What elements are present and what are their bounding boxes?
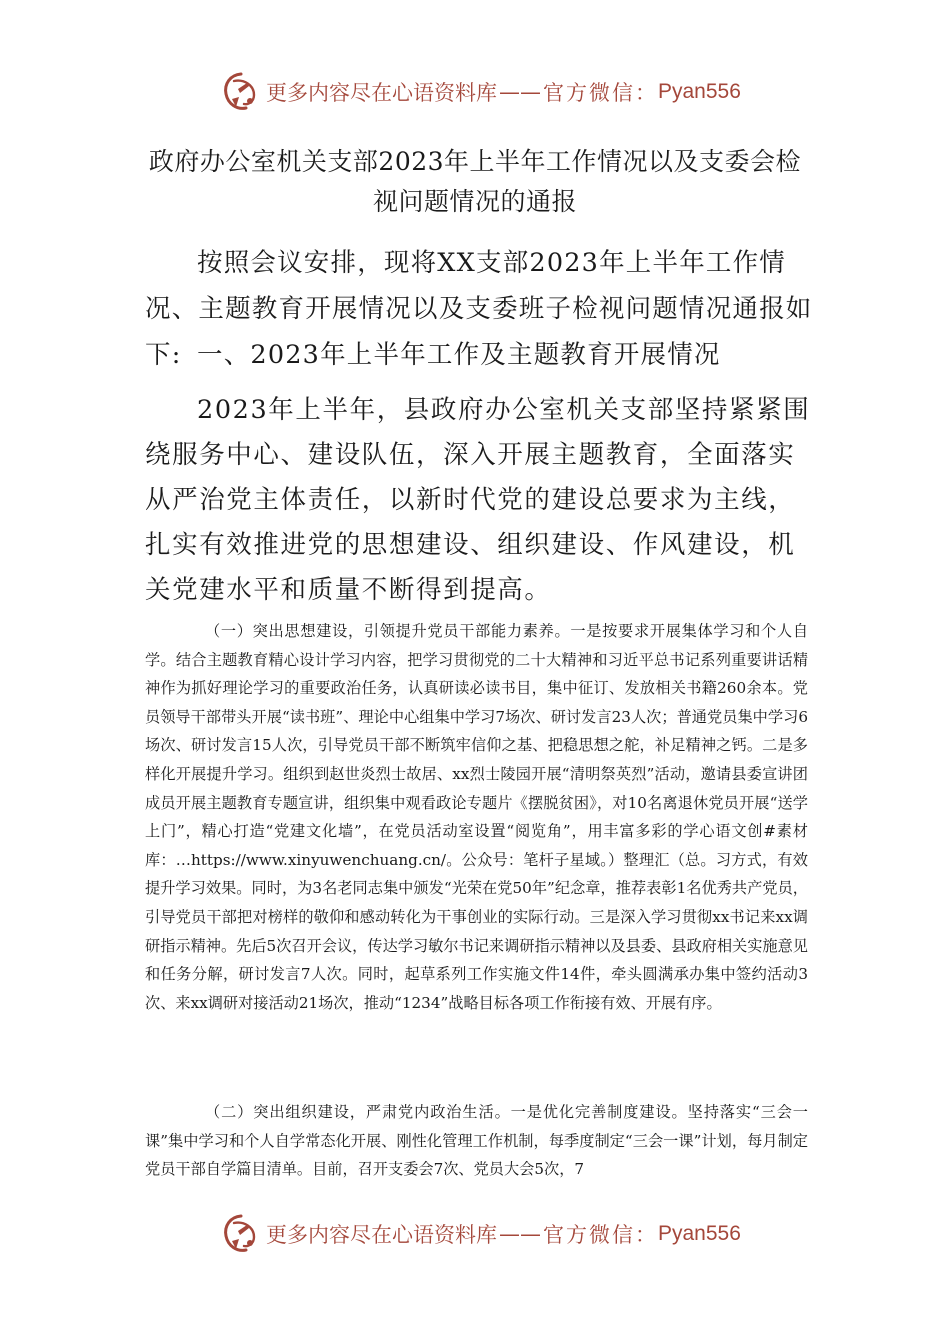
brush-logo-icon xyxy=(220,1213,262,1255)
banner-separator: —— xyxy=(499,80,541,104)
summary-paragraph: 2023年上半年，县政府办公室机关支部坚持紧紧围绕服务中心、建设队伍，深入开展主题教育，全面落实从严治党主体责任，以新时代党的建设总要求为主线，扎实有效推进党的思想建设、组织建设、作风建设，机关党建水平和质量不断得到提高。 xyxy=(145,395,811,605)
banner-wechat-label: 官方微信： xyxy=(543,81,658,105)
subsection-thought-building: （一）突出思想建设，引领提升党员干部能力素养。一是按要求开展集体学习和个人自学。结合主题教育精心设计学习内容，把学习贯彻党的二十大精神和习近平总书记系列重要讲话精神作为抓好理论学习的重要政治任务，认真研读必读书目，集中征订、发放相关书籍260余本。党员领导干部带头开展“读书班”、理论中心组集中学习7场次、研讨发言23人次；普通党员集中学习6场次、研讨发言15人次，引导党员干部不断筑牢信仰之基、把稳思想之舵，补足精神之钙。二是多样化开展提升学习。组织到赵世炎烈士故居、xx烈士陵园开展“清明祭英烈”活动，邀请县委宣讲团成员开展主题教育专题宣讲，组织集中观看政论专题片《摆脱贫困》，对10名离退休党员开展“送学上门”，精心打造“党建文化墙”，在党员活动室设置“阅览角”，用丰富多彩的学心语文创#素材库：…https://www.xinyuwenchuang.cn/。公众号：笔杆子星域。）整理汇（总。习方式，有效提升学习效果。同时，为3名老同志集中颁发“光荣在党50年”纪念章，推荐表彰1名优秀共产党员，引导党员干部把对榜样的敬仰和感动转化为干事创业的实际行动。三是深入学习贯彻xx书记来xx调研指示精神。先后5次召开会议，传达学习敏尔书记来调研指示精神以及县委、县政府相关实施意见和任务分解，研讨发言7人次。同时，起草系列工作实施文件14件，牵头圆满承办集中签约活动3次、来xx调研对接活动21场次，推动“1234”战略目标各项工作衔接有效、开展有序。 xyxy=(145,622,808,1012)
banner-slogan: 更多内容尽在心语资料库 xyxy=(266,81,497,105)
document-title: 政府办公室机关支部2023年上半年工作情况以及支委会检视问题情况的通报 xyxy=(148,147,802,216)
header-banner xyxy=(220,70,780,114)
intro-paragraph: 按照会议安排，现将XX支部2023年上半年工作情况、主题教育开展情况以及支委班子检视问题情况通报如下: xyxy=(145,248,813,370)
banner-slogan: 更多内容尽在心语资料库 xyxy=(266,1223,497,1247)
section-heading: 一、2023年上半年工作及主题教育开展情况 xyxy=(197,340,721,370)
banner-wechat-id: Pyan556 xyxy=(658,1222,741,1245)
footer-banner xyxy=(220,1212,780,1256)
banner-separator: —— xyxy=(499,1222,541,1246)
brush-logo-icon xyxy=(220,71,262,113)
banner-wechat-id: Pyan556 xyxy=(658,80,741,103)
banner-wechat-label: 官方微信： xyxy=(543,1223,658,1247)
subsection-organization-building: （二）突出组织建设，严肃党内政治生活。一是优化完善制度建设。坚持落实“三会一课”集中学习和个人自学常态化开展、刚性化管理工作机制，每季度制定“三会一课”计划，每月制定党员干部自学篇目清单。目前，召开支委会7次、党员大会5次，7 xyxy=(145,1103,808,1179)
